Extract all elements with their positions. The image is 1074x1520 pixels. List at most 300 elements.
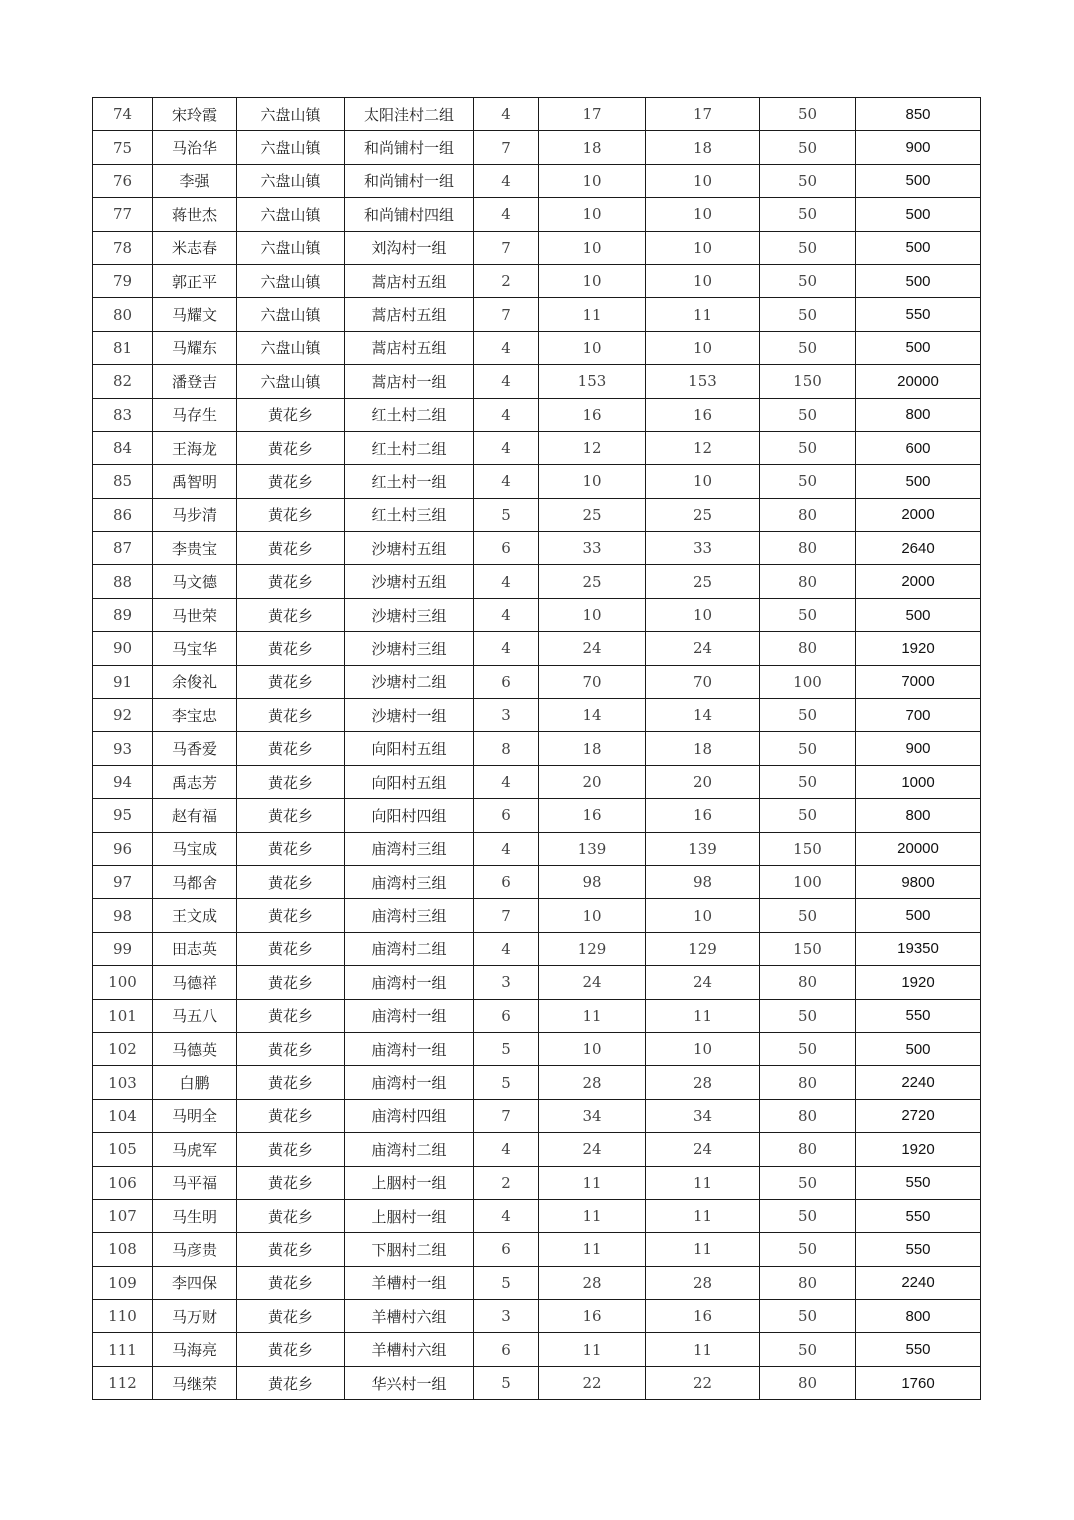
- table-row: [93, 632, 981, 665]
- standard-cell: 80: [760, 532, 856, 565]
- household-size-cell: 7: [474, 131, 539, 164]
- quantity-cell: 98: [539, 865, 646, 898]
- document-page: [92, 97, 980, 1400]
- township-cell: 黄花乡: [237, 865, 345, 898]
- name-cell: 李四保: [153, 1266, 237, 1299]
- quantity-cell: 11: [539, 1199, 646, 1232]
- quantity-cell: 16: [539, 1300, 646, 1333]
- village-group-cell: 沙塘村三组: [345, 598, 474, 631]
- standard-cell: 150: [760, 365, 856, 398]
- township-cell: 黄花乡: [237, 1166, 345, 1199]
- row-number-cell: 79: [93, 264, 153, 297]
- name-cell: 马五八: [153, 999, 237, 1032]
- name-cell: 马彦贵: [153, 1233, 237, 1266]
- village-group-cell: 和尚铺村四组: [345, 198, 474, 231]
- row-number-cell: 82: [93, 365, 153, 398]
- table-row: [93, 1099, 981, 1132]
- name-cell: 李强: [153, 164, 237, 197]
- name-cell: 米志春: [153, 231, 237, 264]
- verified-quantity-cell: 11: [646, 1166, 760, 1199]
- township-cell: 黄花乡: [237, 765, 345, 798]
- village-group-cell: 庙湾村二组: [345, 932, 474, 965]
- name-cell: 马海亮: [153, 1333, 237, 1366]
- township-cell: 黄花乡: [237, 398, 345, 431]
- row-number-cell: 90: [93, 632, 153, 665]
- verified-quantity-cell: 17: [646, 98, 760, 131]
- amount-cell: 500: [856, 264, 981, 297]
- quantity-cell: 18: [539, 732, 646, 765]
- amount-cell: 2240: [856, 1266, 981, 1299]
- row-number-cell: 111: [93, 1333, 153, 1366]
- village-group-cell: 庙湾村三组: [345, 832, 474, 865]
- standard-cell: 50: [760, 1199, 856, 1232]
- table-row: [93, 1199, 981, 1232]
- row-number-cell: 83: [93, 398, 153, 431]
- row-number-cell: 104: [93, 1099, 153, 1132]
- row-number-cell: 94: [93, 765, 153, 798]
- table-row: [93, 98, 981, 131]
- table-row: [93, 532, 981, 565]
- village-group-cell: 庙湾村一组: [345, 1032, 474, 1065]
- quantity-cell: 16: [539, 799, 646, 832]
- household-size-cell: 6: [474, 1233, 539, 1266]
- row-number-cell: 102: [93, 1032, 153, 1065]
- standard-cell: 50: [760, 799, 856, 832]
- standard-cell: 50: [760, 899, 856, 932]
- standard-cell: 50: [760, 298, 856, 331]
- standard-cell: 50: [760, 732, 856, 765]
- table-row: [93, 465, 981, 498]
- village-group-cell: 红土村二组: [345, 431, 474, 464]
- township-cell: 黄花乡: [237, 465, 345, 498]
- village-group-cell: 庙湾村三组: [345, 865, 474, 898]
- quantity-cell: 25: [539, 565, 646, 598]
- amount-cell: 2720: [856, 1099, 981, 1132]
- quantity-cell: 153: [539, 365, 646, 398]
- row-number-cell: 89: [93, 598, 153, 631]
- table-row: [93, 765, 981, 798]
- village-group-cell: 沙塘村二组: [345, 665, 474, 698]
- household-size-cell: 7: [474, 231, 539, 264]
- verified-quantity-cell: 28: [646, 1266, 760, 1299]
- row-number-cell: 78: [93, 231, 153, 264]
- name-cell: 马德英: [153, 1032, 237, 1065]
- standard-cell: 50: [760, 465, 856, 498]
- row-number-cell: 87: [93, 532, 153, 565]
- quantity-cell: 14: [539, 699, 646, 732]
- household-size-cell: 2: [474, 1166, 539, 1199]
- verified-quantity-cell: 11: [646, 1333, 760, 1366]
- row-number-cell: 100: [93, 966, 153, 999]
- verified-quantity-cell: 25: [646, 565, 760, 598]
- table-row: [93, 331, 981, 364]
- name-cell: 马耀文: [153, 298, 237, 331]
- verified-quantity-cell: 14: [646, 699, 760, 732]
- quantity-cell: 24: [539, 632, 646, 665]
- amount-cell: 500: [856, 1032, 981, 1065]
- household-size-cell: 3: [474, 966, 539, 999]
- household-size-cell: 4: [474, 465, 539, 498]
- table-row: [93, 264, 981, 297]
- household-size-cell: 6: [474, 999, 539, 1032]
- village-group-cell: 蒿店村五组: [345, 298, 474, 331]
- table-row: [93, 565, 981, 598]
- quantity-cell: 12: [539, 431, 646, 464]
- township-cell: 六盘山镇: [237, 331, 345, 364]
- standard-cell: 100: [760, 865, 856, 898]
- quantity-cell: 24: [539, 1133, 646, 1166]
- name-cell: 赵有福: [153, 799, 237, 832]
- amount-cell: 550: [856, 1166, 981, 1199]
- row-number-cell: 105: [93, 1133, 153, 1166]
- household-size-cell: 8: [474, 732, 539, 765]
- amount-cell: 2000: [856, 565, 981, 598]
- household-size-cell: 4: [474, 1133, 539, 1166]
- township-cell: 黄花乡: [237, 431, 345, 464]
- household-size-cell: 6: [474, 665, 539, 698]
- table-row: [93, 999, 981, 1032]
- name-cell: 马宝华: [153, 632, 237, 665]
- quantity-cell: 28: [539, 1266, 646, 1299]
- village-group-cell: 庙湾村一组: [345, 999, 474, 1032]
- verified-quantity-cell: 10: [646, 264, 760, 297]
- household-size-cell: 6: [474, 532, 539, 565]
- table-row: [93, 899, 981, 932]
- amount-cell: 1920: [856, 1133, 981, 1166]
- amount-cell: 500: [856, 198, 981, 231]
- row-number-cell: 81: [93, 331, 153, 364]
- household-size-cell: 4: [474, 398, 539, 431]
- verified-quantity-cell: 139: [646, 832, 760, 865]
- household-size-cell: 4: [474, 98, 539, 131]
- name-cell: 马万财: [153, 1300, 237, 1333]
- village-group-cell: 庙湾村四组: [345, 1099, 474, 1132]
- table-row: [93, 1166, 981, 1199]
- quantity-cell: 10: [539, 1032, 646, 1065]
- amount-cell: 1000: [856, 765, 981, 798]
- row-number-cell: 110: [93, 1300, 153, 1333]
- quantity-cell: 11: [539, 999, 646, 1032]
- village-group-cell: 向阳村五组: [345, 732, 474, 765]
- township-cell: 黄花乡: [237, 632, 345, 665]
- household-size-cell: 4: [474, 932, 539, 965]
- quantity-cell: 18: [539, 131, 646, 164]
- township-cell: 黄花乡: [237, 832, 345, 865]
- standard-cell: 50: [760, 331, 856, 364]
- standard-cell: 80: [760, 966, 856, 999]
- table-body: [93, 98, 981, 1400]
- amount-cell: 7000: [856, 665, 981, 698]
- household-size-cell: 7: [474, 1099, 539, 1132]
- township-cell: 六盘山镇: [237, 231, 345, 264]
- quantity-cell: 10: [539, 264, 646, 297]
- standard-cell: 50: [760, 1300, 856, 1333]
- verified-quantity-cell: 28: [646, 1066, 760, 1099]
- village-group-cell: 庙湾村一组: [345, 966, 474, 999]
- standard-cell: 80: [760, 498, 856, 531]
- standard-cell: 50: [760, 598, 856, 631]
- standard-cell: 80: [760, 1099, 856, 1132]
- township-cell: 六盘山镇: [237, 264, 345, 297]
- name-cell: 李宝忠: [153, 699, 237, 732]
- household-size-cell: 5: [474, 498, 539, 531]
- village-group-cell: 沙塘村三组: [345, 632, 474, 665]
- amount-cell: 550: [856, 1233, 981, 1266]
- standard-cell: 80: [760, 1133, 856, 1166]
- household-size-cell: 4: [474, 198, 539, 231]
- row-number-cell: 98: [93, 899, 153, 932]
- household-size-cell: 5: [474, 1066, 539, 1099]
- amount-cell: 500: [856, 899, 981, 932]
- village-group-cell: 蒿店村一组: [345, 365, 474, 398]
- row-number-cell: 76: [93, 164, 153, 197]
- standard-cell: 50: [760, 264, 856, 297]
- name-cell: 马世荣: [153, 598, 237, 631]
- amount-cell: 2240: [856, 1066, 981, 1099]
- table-row: [93, 799, 981, 832]
- amount-cell: 2000: [856, 498, 981, 531]
- household-size-cell: 6: [474, 1333, 539, 1366]
- quantity-cell: 129: [539, 932, 646, 965]
- verified-quantity-cell: 22: [646, 1366, 760, 1399]
- table-row: [93, 1366, 981, 1399]
- verified-quantity-cell: 11: [646, 298, 760, 331]
- household-size-cell: 4: [474, 565, 539, 598]
- verified-quantity-cell: 12: [646, 431, 760, 464]
- household-size-cell: 5: [474, 1366, 539, 1399]
- row-number-cell: 99: [93, 932, 153, 965]
- table-row: [93, 1032, 981, 1065]
- village-group-cell: 刘沟村一组: [345, 231, 474, 264]
- name-cell: 李贵宝: [153, 532, 237, 565]
- row-number-cell: 75: [93, 131, 153, 164]
- township-cell: 黄花乡: [237, 999, 345, 1032]
- name-cell: 马步清: [153, 498, 237, 531]
- standard-cell: 50: [760, 1166, 856, 1199]
- verified-quantity-cell: 34: [646, 1099, 760, 1132]
- quantity-cell: 11: [539, 298, 646, 331]
- household-size-cell: 4: [474, 164, 539, 197]
- verified-quantity-cell: 25: [646, 498, 760, 531]
- household-size-cell: 4: [474, 765, 539, 798]
- amount-cell: 800: [856, 799, 981, 832]
- village-group-cell: 下胭村二组: [345, 1233, 474, 1266]
- table-row: [93, 398, 981, 431]
- township-cell: 黄花乡: [237, 732, 345, 765]
- township-cell: 黄花乡: [237, 1266, 345, 1299]
- quantity-cell: 16: [539, 398, 646, 431]
- standard-cell: 50: [760, 98, 856, 131]
- township-cell: 六盘山镇: [237, 365, 345, 398]
- name-cell: 马都舍: [153, 865, 237, 898]
- table-row: [93, 598, 981, 631]
- standard-cell: 50: [760, 765, 856, 798]
- household-size-cell: 7: [474, 899, 539, 932]
- standard-cell: 50: [760, 398, 856, 431]
- table-row: [93, 1333, 981, 1366]
- verified-quantity-cell: 24: [646, 1133, 760, 1166]
- amount-cell: 900: [856, 732, 981, 765]
- name-cell: 马平福: [153, 1166, 237, 1199]
- quantity-cell: 11: [539, 1333, 646, 1366]
- name-cell: 马耀东: [153, 331, 237, 364]
- village-group-cell: 沙塘村一组: [345, 699, 474, 732]
- village-group-cell: 红土村二组: [345, 398, 474, 431]
- amount-cell: 550: [856, 1199, 981, 1232]
- table-row: [93, 1266, 981, 1299]
- township-cell: 黄花乡: [237, 699, 345, 732]
- verified-quantity-cell: 153: [646, 365, 760, 398]
- table-row: [93, 365, 981, 398]
- township-cell: 黄花乡: [237, 799, 345, 832]
- amount-cell: 2640: [856, 532, 981, 565]
- verified-quantity-cell: 18: [646, 732, 760, 765]
- verified-quantity-cell: 18: [646, 131, 760, 164]
- verified-quantity-cell: 20: [646, 765, 760, 798]
- amount-cell: 500: [856, 164, 981, 197]
- standard-cell: 80: [760, 632, 856, 665]
- township-cell: 黄花乡: [237, 1032, 345, 1065]
- quantity-cell: 28: [539, 1066, 646, 1099]
- table-row: [93, 198, 981, 231]
- row-number-cell: 106: [93, 1166, 153, 1199]
- verified-quantity-cell: 98: [646, 865, 760, 898]
- table-row: [93, 865, 981, 898]
- standard-cell: 50: [760, 1233, 856, 1266]
- standard-cell: 50: [760, 1032, 856, 1065]
- household-size-cell: 3: [474, 699, 539, 732]
- village-group-cell: 沙塘村五组: [345, 565, 474, 598]
- township-cell: 黄花乡: [237, 665, 345, 698]
- name-cell: 马生明: [153, 1199, 237, 1232]
- row-number-cell: 80: [93, 298, 153, 331]
- household-size-cell: 4: [474, 365, 539, 398]
- standard-cell: 50: [760, 198, 856, 231]
- quantity-cell: 11: [539, 1233, 646, 1266]
- name-cell: 马明全: [153, 1099, 237, 1132]
- verified-quantity-cell: 10: [646, 598, 760, 631]
- township-cell: 六盘山镇: [237, 198, 345, 231]
- row-number-cell: 77: [93, 198, 153, 231]
- row-number-cell: 91: [93, 665, 153, 698]
- table-row: [93, 1066, 981, 1099]
- quantity-cell: 70: [539, 665, 646, 698]
- name-cell: 马继荣: [153, 1366, 237, 1399]
- quantity-cell: 25: [539, 498, 646, 531]
- household-size-cell: 7: [474, 298, 539, 331]
- village-group-cell: 向阳村四组: [345, 799, 474, 832]
- village-group-cell: 向阳村五组: [345, 765, 474, 798]
- quantity-cell: 10: [539, 198, 646, 231]
- township-cell: 黄花乡: [237, 1199, 345, 1232]
- township-cell: 黄花乡: [237, 498, 345, 531]
- verified-quantity-cell: 10: [646, 231, 760, 264]
- row-number-cell: 93: [93, 732, 153, 765]
- village-group-cell: 上胭村一组: [345, 1166, 474, 1199]
- verified-quantity-cell: 24: [646, 632, 760, 665]
- standard-cell: 50: [760, 231, 856, 264]
- amount-cell: 500: [856, 331, 981, 364]
- household-size-cell: 4: [474, 632, 539, 665]
- row-number-cell: 108: [93, 1233, 153, 1266]
- village-group-cell: 羊槽村一组: [345, 1266, 474, 1299]
- row-number-cell: 103: [93, 1066, 153, 1099]
- verified-quantity-cell: 10: [646, 331, 760, 364]
- township-cell: 黄花乡: [237, 899, 345, 932]
- name-cell: 郭正平: [153, 264, 237, 297]
- household-size-cell: 6: [474, 865, 539, 898]
- quantity-cell: 34: [539, 1099, 646, 1132]
- amount-cell: 500: [856, 231, 981, 264]
- row-number-cell: 96: [93, 832, 153, 865]
- village-group-cell: 红土村三组: [345, 498, 474, 531]
- table-row: [93, 431, 981, 464]
- name-cell: 王海龙: [153, 431, 237, 464]
- household-size-cell: 4: [474, 431, 539, 464]
- row-number-cell: 86: [93, 498, 153, 531]
- village-group-cell: 蒿店村五组: [345, 264, 474, 297]
- row-number-cell: 101: [93, 999, 153, 1032]
- name-cell: 余俊礼: [153, 665, 237, 698]
- village-group-cell: 羊槽村六组: [345, 1300, 474, 1333]
- township-cell: 黄花乡: [237, 565, 345, 598]
- household-size-cell: 5: [474, 1032, 539, 1065]
- verified-quantity-cell: 11: [646, 1233, 760, 1266]
- name-cell: 禹智明: [153, 465, 237, 498]
- name-cell: 马虎军: [153, 1133, 237, 1166]
- name-cell: 禹志芳: [153, 765, 237, 798]
- table-row: [93, 1300, 981, 1333]
- standard-cell: 50: [760, 131, 856, 164]
- standard-cell: 80: [760, 1366, 856, 1399]
- township-cell: 六盘山镇: [237, 298, 345, 331]
- quantity-cell: 24: [539, 966, 646, 999]
- verified-quantity-cell: 11: [646, 999, 760, 1032]
- row-number-cell: 92: [93, 699, 153, 732]
- verified-quantity-cell: 33: [646, 532, 760, 565]
- village-group-cell: 红土村一组: [345, 465, 474, 498]
- standard-cell: 50: [760, 699, 856, 732]
- township-cell: 黄花乡: [237, 966, 345, 999]
- township-cell: 黄花乡: [237, 1133, 345, 1166]
- amount-cell: 19350: [856, 932, 981, 965]
- amount-cell: 800: [856, 1300, 981, 1333]
- row-number-cell: 97: [93, 865, 153, 898]
- table-row: [93, 231, 981, 264]
- row-number-cell: 74: [93, 98, 153, 131]
- table-row: [93, 832, 981, 865]
- standard-cell: 100: [760, 665, 856, 698]
- amount-cell: 500: [856, 465, 981, 498]
- amount-cell: 1920: [856, 632, 981, 665]
- name-cell: 田志英: [153, 932, 237, 965]
- standard-cell: 80: [760, 1266, 856, 1299]
- name-cell: 宋玲霞: [153, 98, 237, 131]
- quantity-cell: 139: [539, 832, 646, 865]
- table-row: [93, 932, 981, 965]
- table-row: [93, 498, 981, 531]
- quantity-cell: 10: [539, 465, 646, 498]
- table-row: [93, 1133, 981, 1166]
- amount-cell: 20000: [856, 365, 981, 398]
- verified-quantity-cell: 24: [646, 966, 760, 999]
- village-group-cell: 羊槽村六组: [345, 1333, 474, 1366]
- village-group-cell: 上胭村一组: [345, 1199, 474, 1232]
- standard-cell: 80: [760, 565, 856, 598]
- table-row: [93, 1233, 981, 1266]
- township-cell: 六盘山镇: [237, 131, 345, 164]
- table-row: [93, 966, 981, 999]
